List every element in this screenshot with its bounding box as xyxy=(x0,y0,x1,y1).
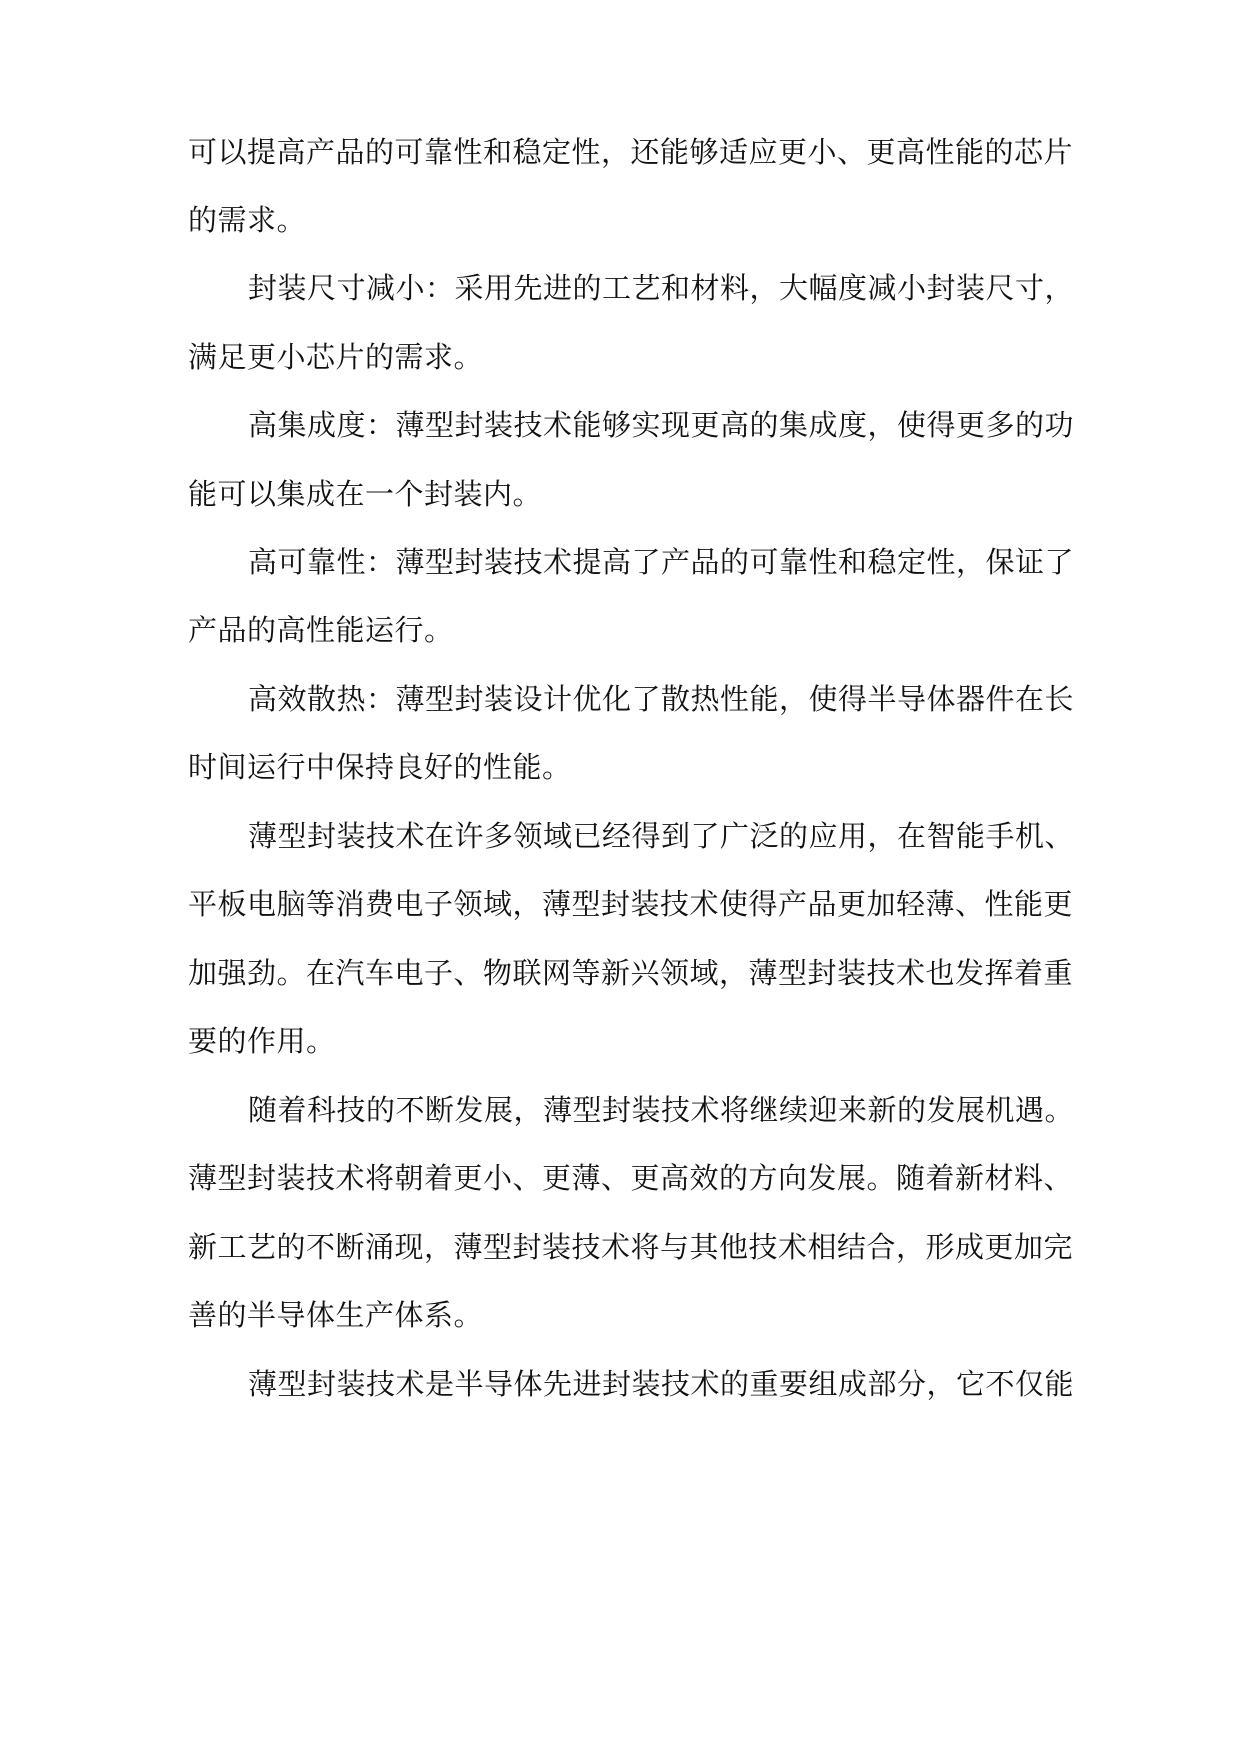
paragraph-line: 能可以集成在一个封装内。 xyxy=(188,477,543,511)
paragraph-line: 加强劲。在汽车电子、物联网等新兴领域，薄型封装技术也发挥着重 xyxy=(188,956,1074,990)
paragraph-line: 随着科技的不断发展，薄型封装技术将继续迎来新的发展机遇。 xyxy=(248,1093,1075,1127)
paragraph-line: 产品的高性能运行。 xyxy=(188,613,454,647)
paragraph-line: 时间运行中保持良好的性能。 xyxy=(188,750,572,784)
paragraph-line: 高可靠性：薄型封装技术提高了产品的可靠性和稳定性，保证了 xyxy=(248,545,1075,579)
paragraph-line: 高效散热：薄型封装设计优化了散热性能，使得半导体器件在长 xyxy=(248,682,1075,716)
paragraph-line: 善的半导体生产体系。 xyxy=(188,1298,484,1332)
paragraph-line: 新工艺的不断涌现，薄型封装技术将与其他技术相结合，形成更加完 xyxy=(188,1230,1074,1264)
paragraph-line: 薄型封装技术在许多领域已经得到了广泛的应用，在智能手机、 xyxy=(248,819,1075,853)
paragraph-line: 高集成度：薄型封装技术能够实现更高的集成度，使得更多的功 xyxy=(248,408,1075,442)
paragraph-line: 满足更小芯片的需求。 xyxy=(188,340,484,374)
paragraph-line: 平板电脑等消费电子领域，薄型封装技术使得产品更加轻薄、性能更 xyxy=(188,887,1074,921)
paragraph-line: 要的作用。 xyxy=(188,1024,336,1058)
paragraph-line: 的需求。 xyxy=(188,203,307,237)
paragraph-line: 封装尺寸减小：采用先进的工艺和材料，大幅度减小封装尺寸， xyxy=(248,271,1075,305)
paragraph-line: 薄型封装技术是半导体先进封装技术的重要组成部分，它不仅能 xyxy=(248,1367,1075,1401)
paragraph-line: 可以提高产品的可靠性和稳定性，还能够适应更小、更高性能的芯片 xyxy=(188,135,1074,169)
paragraph-line: 薄型封装技术将朝着更小、更薄、更高效的方向发展。随着新材料、 xyxy=(188,1161,1074,1195)
